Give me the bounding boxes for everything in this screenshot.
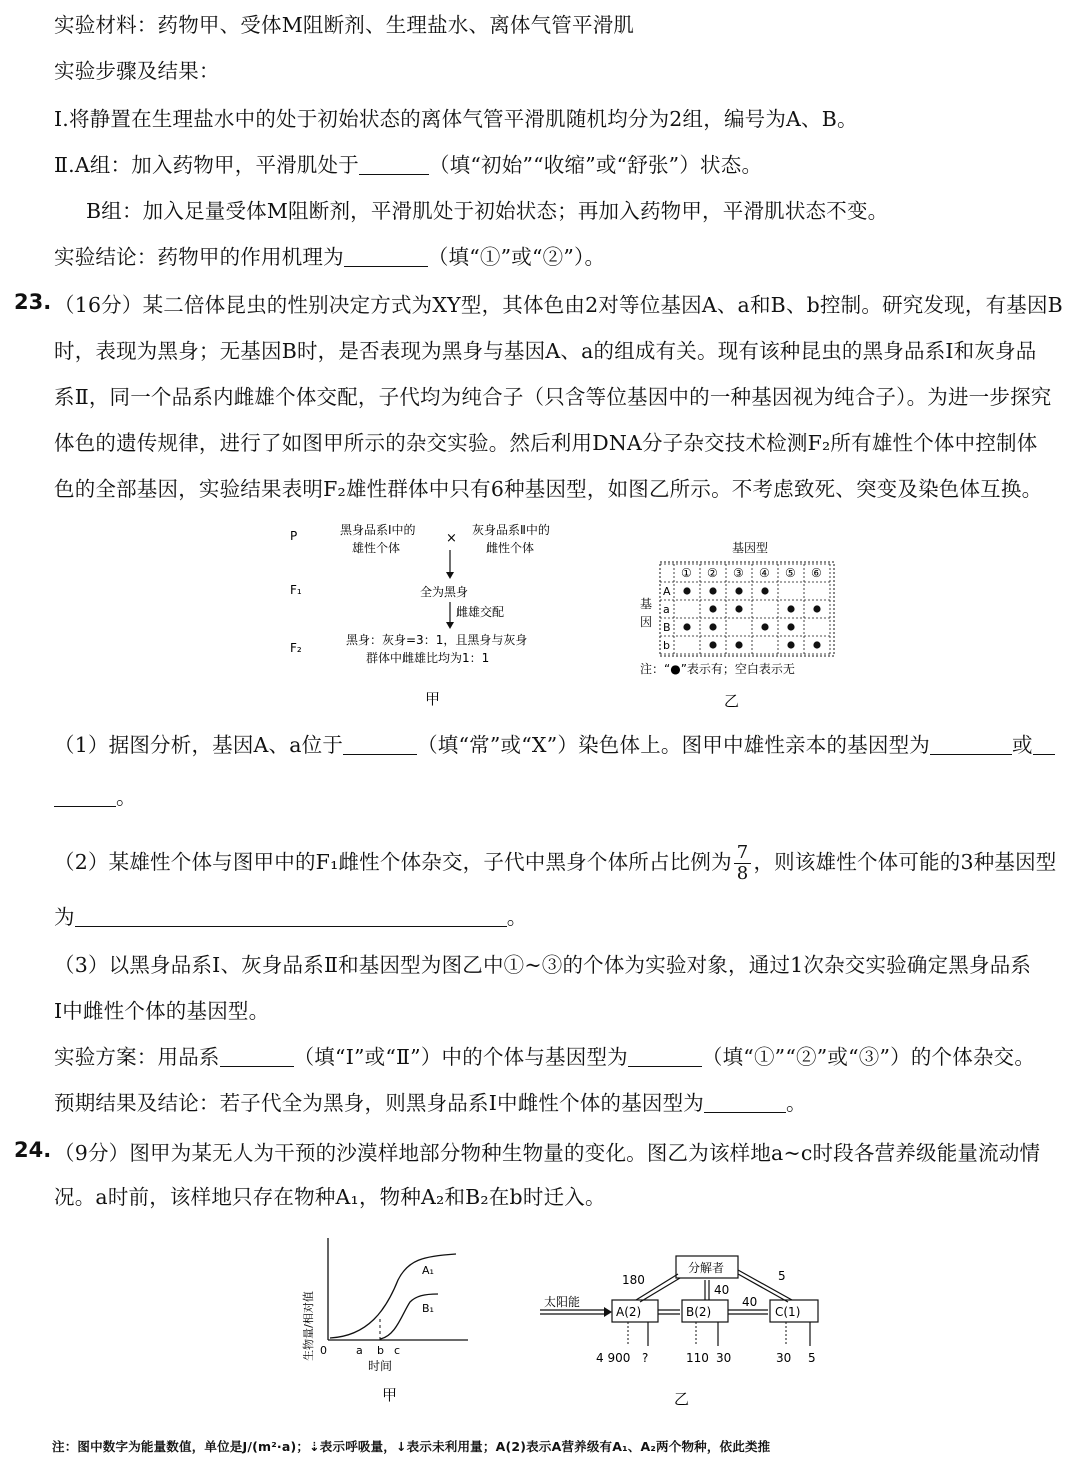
q23-sub2-cont: [54, 902, 1060, 932]
q24-text: （9分）图甲为某无人为干预的沙漠样地部分物种生物量的变化。图乙为该样地a~c时段各营养级能量流动情: [54, 1141, 1041, 1165]
grid-side-label: 基: [640, 597, 653, 611]
y-axis-label: 生物量/相对值: [302, 1291, 315, 1361]
grid-row-header: a: [663, 603, 670, 616]
tick-c: c: [394, 1344, 401, 1357]
sub3-text: Ⅰ中雌性个体的基因型。: [54, 999, 270, 1023]
grid-col-header: ②: [707, 566, 718, 580]
grid-dot: [709, 641, 716, 648]
answer-blank[interactable]: [343, 734, 417, 755]
grid-dot: [683, 587, 690, 594]
grid-dot: [761, 587, 768, 594]
q24-text: 况。a时前，该样地只存在物种A₁，物种A₂和B₂在b时迁入。: [54, 1185, 606, 1209]
grid-note: 注：“●”表示有；空白表示无: [640, 662, 795, 676]
grid-dot: [761, 623, 768, 630]
value-5: 5: [778, 1269, 786, 1283]
origin-label: 0: [320, 1344, 327, 1357]
footnote: [52, 1432, 1060, 1462]
step-1: Ⅰ.将静置在生理盐水中的处于初始状态的离体气管平滑肌随机均分为2组，编号为A、B。: [54, 107, 858, 131]
grid-col-header: ①: [681, 566, 692, 580]
q23-para: [54, 428, 1060, 458]
q23-text: 时，表现为黑身；无基因B时，是否表现为黑身与基因A、a的组成有关。现有该种昆虫的黑身品系Ⅰ和灰身品: [54, 339, 1037, 363]
f1-result: 全为黑身: [420, 585, 469, 599]
figure-caption: 甲: [382, 1386, 398, 1404]
curve-label-b1: B₁: [422, 1302, 434, 1315]
node-a-label: A(2): [616, 1305, 642, 1319]
grid-row-header: B: [663, 621, 671, 634]
grid-col-header: ⑤: [785, 566, 796, 580]
female-parent-label-2: 雌性个体: [486, 541, 535, 555]
grid-col-header: ⑥: [811, 566, 822, 580]
q24-para: [54, 1182, 1060, 1212]
fraction-7-8: [734, 843, 752, 884]
q23-text: 系Ⅱ，同一个品系内雌雄个体交配，子代均为纯合子（只含等位基因中的一种基因视为纯合子）。为进一步探究: [54, 385, 1052, 409]
male-parent-label-2: 雄性个体: [352, 541, 401, 555]
value-30a: 30: [716, 1351, 732, 1365]
step-2b: B组：加入足量受体M阻断剂，平滑肌处于初始状态；再加入药物甲，平滑肌状态不变。: [86, 199, 889, 223]
grid-dot: [709, 623, 716, 630]
arrow-head: [446, 622, 454, 629]
sub2-text: （2）某雄性个体与图甲中的F₁雌性个体杂交，子代中黑身个体所占比例为: [54, 850, 732, 874]
answer-blank[interactable]: [220, 1046, 294, 1067]
text-line: [86, 196, 1060, 226]
sub2-text: 。: [506, 905, 528, 929]
q24-para: [54, 1138, 1060, 1168]
grid-dot: [735, 605, 742, 612]
value-5b: 5: [808, 1351, 816, 1365]
grid-col-header: ③: [733, 566, 744, 580]
value-30b: 30: [776, 1351, 792, 1365]
q23-para: [54, 290, 1063, 320]
fraction-numerator: 7: [734, 843, 752, 864]
grid-dot: [787, 641, 794, 648]
sub1-text: （填“常”或“X”）染色体上。图甲中雄性亲本的基因型为: [417, 733, 930, 757]
sub1-text: （1）据图分析，基因A、a位于: [54, 733, 344, 757]
answer-blank[interactable]: [54, 786, 116, 807]
tick-b: b: [377, 1344, 384, 1357]
grid-dot: [709, 605, 716, 612]
text-line: [54, 56, 1060, 86]
answer-blank[interactable]: [704, 1092, 786, 1113]
q23-sub3: [54, 996, 1060, 1026]
f1-cross-label: 雌雄交配: [456, 605, 505, 619]
male-parent-label: 黑身品系Ⅰ中的: [340, 523, 416, 537]
q23-sub1-cont: [54, 782, 1060, 812]
grid-dot: [787, 623, 794, 630]
sub3-text: 实验方案：用品系: [54, 1045, 220, 1069]
curve-label-a1: A₁: [422, 1264, 434, 1277]
sub3-text: （填“Ⅰ”或“Ⅱ”）中的个体与基因型为: [293, 1045, 628, 1069]
answer-blank[interactable]: [1033, 734, 1055, 755]
arrow-head: [446, 572, 454, 579]
conclusion-text: 实验结论：药物甲的作用机理为: [54, 245, 344, 269]
grid-dot: [683, 623, 690, 630]
steps-heading: 实验步骤及结果：: [54, 59, 220, 83]
answer-blank[interactable]: [75, 906, 507, 927]
arrow-head: [604, 1307, 612, 1317]
q23-sub1: [54, 730, 1060, 760]
question-number-24: 24.: [14, 1138, 52, 1162]
sun-label: 太阳能: [544, 1295, 581, 1309]
f1-label: F₁: [290, 583, 302, 597]
grid-col-header: ④: [759, 566, 770, 580]
step-2a-tail: （填“初始”“收缩”或“舒张”）状态。: [428, 153, 763, 177]
cross-diagram: [280, 516, 610, 716]
q23-para: [54, 474, 1060, 504]
q23-text: 色的全部基因，实验结果表明F₂雄性群体中只有6种基因型，如图乙所示。不考虑致死、突变及染色体互换。: [54, 477, 1043, 501]
sub1-text: 。: [116, 785, 137, 809]
text-line: [54, 10, 1060, 40]
grid-dot: [735, 641, 742, 648]
value-4900: 4 900: [596, 1351, 631, 1365]
grid-dot: [813, 641, 820, 648]
grid-side-label: 因: [640, 615, 653, 629]
female-parent-label: 灰身品系Ⅱ中的: [472, 523, 550, 537]
value-unknown: ?: [642, 1351, 649, 1365]
flow-arrow: [640, 1278, 680, 1302]
energy-flow-diagram: [530, 1248, 840, 1408]
q23-para: [54, 382, 1060, 412]
p-label: P: [290, 529, 298, 543]
footnote-text: 注：图中数字为能量数值，单位是J/(m²·a)；⇣表示呼吸量，↓表示未利用量；A(2)表示A营养级有A₁、A₂两个物种，依此类推: [52, 1439, 771, 1454]
question-number-23: 23.: [14, 290, 52, 314]
answer-blank[interactable]: [344, 246, 428, 267]
answer-blank[interactable]: [628, 1046, 702, 1067]
q23-text: 体色的遗传规律，进行了如图甲所示的杂交实验。然后利用DNA分子杂交技术检测F₂所有雄性个体中控制体: [54, 431, 1038, 455]
biomass-chart: [288, 1230, 478, 1410]
sub2-text: 为: [54, 905, 75, 929]
q23-para: [54, 336, 1060, 366]
text-line: [54, 242, 1060, 272]
conclusion-tail: （填“①”或“②”）。: [427, 245, 606, 269]
text-line: [54, 150, 1060, 180]
fraction-denominator: 8: [736, 863, 749, 884]
grid-cells: [660, 562, 834, 656]
f2-label: F₂: [290, 641, 302, 655]
decomposer-label: 分解者: [688, 1261, 725, 1275]
cross-symbol: ×: [446, 531, 457, 546]
tick-a: a: [356, 1344, 363, 1357]
sub3-text: （3）以黑身品系Ⅰ、灰身品系Ⅱ和基因型为图乙中①~③的个体为实验对象，通过1次杂交实验确定黑身品系: [54, 953, 1032, 977]
q23-sub3-result: [54, 1088, 1060, 1118]
grid-dot: [735, 587, 742, 594]
figure-caption: 甲: [425, 690, 441, 708]
sub2-text: ，则该雄性个体可能的3种基因型: [753, 850, 1057, 874]
sub3-text: 。: [786, 1091, 807, 1115]
f2-result-2: 群体中雌雄比均为1：1: [366, 651, 490, 665]
value-40b: 40: [742, 1295, 758, 1309]
sub1-text: 或: [1012, 733, 1033, 757]
sub3-text: 预期结果及结论：若子代全为黑身，则黑身品系Ⅰ中雌性个体的基因型为: [54, 1091, 704, 1115]
step-2a: Ⅱ.A组：加入药物甲，平滑肌处于: [54, 153, 359, 177]
q23-sub3-plan: [54, 1042, 1060, 1072]
grid-row-header: A: [663, 585, 671, 598]
q23-sub2: [54, 842, 1060, 884]
grid-dot: [709, 587, 716, 594]
grid-row-header: b: [663, 639, 670, 652]
answer-blank[interactable]: [930, 734, 1012, 755]
grid-title: 基因型: [732, 541, 769, 555]
figure-caption: 乙: [674, 1390, 690, 1408]
curve-a1: [330, 1254, 456, 1338]
grid-dot: [813, 605, 820, 612]
genotype-grid: [634, 536, 854, 716]
figure-caption: 乙: [724, 692, 740, 710]
answer-blank[interactable]: [359, 154, 429, 175]
value-110: 110: [686, 1351, 709, 1365]
grid-dot: [787, 605, 794, 612]
value-180: 180: [622, 1273, 645, 1287]
f2-result-1: 黑身：灰身=3：1，且黑身与灰身: [346, 633, 528, 647]
value-40a: 40: [714, 1283, 730, 1297]
materials-text: 实验材料：药物甲、受体M阻断剂、生理盐水、离体气管平滑肌: [54, 13, 635, 37]
x-axis-label: 时间: [368, 1359, 393, 1373]
node-b-label: B(2): [686, 1305, 712, 1319]
sub3-text: （填“①”“②”或“③”）的个体杂交。: [701, 1045, 1036, 1069]
text-line: [54, 104, 1060, 134]
q23-sub3: [54, 950, 1060, 980]
q23-text: （16分）某二倍体昆虫的性别决定方式为XY型，其体色由2对等位基因A、a和B、b控制。研究发现，有基因B: [54, 293, 1063, 317]
node-c-label: C(1): [775, 1305, 801, 1319]
